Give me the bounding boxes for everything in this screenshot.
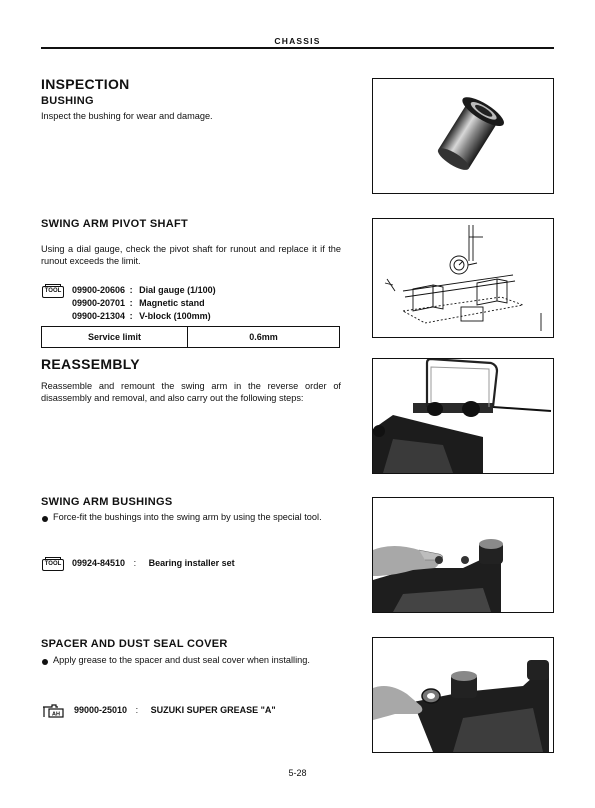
bushing-illustration bbox=[373, 79, 553, 193]
tool-number: 09900-20606 bbox=[72, 285, 126, 295]
tool-icon: TOOL bbox=[42, 559, 64, 571]
spacer-illustration bbox=[373, 638, 553, 752]
grease-separator: : bbox=[135, 705, 139, 715]
grease-number: 99000-25010 bbox=[74, 705, 128, 715]
spacer-photo bbox=[372, 637, 554, 753]
bushing-photo bbox=[372, 78, 554, 194]
grease-icon-label: AH bbox=[52, 711, 60, 718]
grease-item bbox=[74, 704, 276, 717]
reassembly-heading: REASSEMBLY bbox=[41, 356, 140, 372]
inspection-heading: INSPECTION bbox=[41, 76, 130, 92]
reassembly-text: Reassemble and remount the swing arm in the reverse order of disassembly and removal, and also carry out the following steps: bbox=[41, 381, 341, 403]
dial-gauge-illustration bbox=[373, 219, 553, 337]
bushing-tool bbox=[72, 557, 235, 570]
tool-name: V-block (100mm) bbox=[139, 311, 211, 321]
swing-arm-photo bbox=[372, 358, 554, 474]
bushing-install-photo bbox=[372, 497, 554, 613]
bushing-heading: BUSHING bbox=[41, 95, 94, 107]
tool-separator: : bbox=[129, 311, 133, 321]
tool-separator: : bbox=[129, 298, 133, 308]
header-title: CHASSIS bbox=[274, 36, 321, 46]
grease-name: SUZUKI SUPER GREASE "A" bbox=[150, 705, 276, 715]
spacer-heading: SPACER AND DUST SEAL COVER bbox=[41, 638, 228, 650]
tool-number: 09924-84510 bbox=[72, 558, 126, 568]
tool-number: 09900-21304 bbox=[72, 311, 126, 321]
tool-separator: : bbox=[133, 558, 137, 568]
dial-gauge-photo bbox=[372, 218, 554, 338]
bullet-icon bbox=[42, 659, 48, 665]
tool-item bbox=[72, 284, 216, 297]
tool-name: Magnetic stand bbox=[139, 298, 205, 308]
tool-icon: TOOL bbox=[42, 286, 64, 298]
service-limit-table bbox=[41, 326, 340, 348]
service-limit-value: 0.6mm bbox=[249, 332, 278, 342]
tool-item bbox=[72, 310, 216, 323]
tool-number: 09900-20701 bbox=[72, 298, 126, 308]
pivot-tools bbox=[72, 284, 216, 323]
bushing-text: Inspect the bushing for wear and damage. bbox=[41, 111, 213, 121]
bushings-heading: SWING ARM BUSHINGS bbox=[41, 496, 173, 508]
tool-item bbox=[72, 297, 216, 310]
pivot-shaft-heading: SWING ARM PIVOT SHAFT bbox=[41, 218, 189, 230]
tool-name: Dial gauge (1/100) bbox=[139, 285, 216, 295]
swing-arm-illustration bbox=[373, 359, 553, 473]
grease-icon bbox=[42, 704, 64, 716]
header-rule bbox=[41, 47, 554, 49]
pivot-shaft-text: Using a dial gauge, check the pivot shaft for runout and replace it if the runout exceeds the limit. bbox=[41, 244, 341, 266]
service-limit-label: Service limit bbox=[42, 327, 188, 347]
bullet-icon bbox=[42, 516, 48, 522]
spacer-bullet-text: Apply grease to the spacer and dust seal cover when installing. bbox=[53, 655, 310, 665]
grease-gun-icon bbox=[42, 704, 66, 718]
bushing-install-illustration bbox=[373, 498, 553, 612]
tool-name: Bearing installer set bbox=[148, 558, 235, 568]
tool-separator: : bbox=[129, 285, 133, 295]
bushings-bullet-text: Force-fit the bushings into the swing arm by using the special tool. bbox=[53, 512, 322, 522]
page-number: 5-28 bbox=[288, 768, 307, 778]
